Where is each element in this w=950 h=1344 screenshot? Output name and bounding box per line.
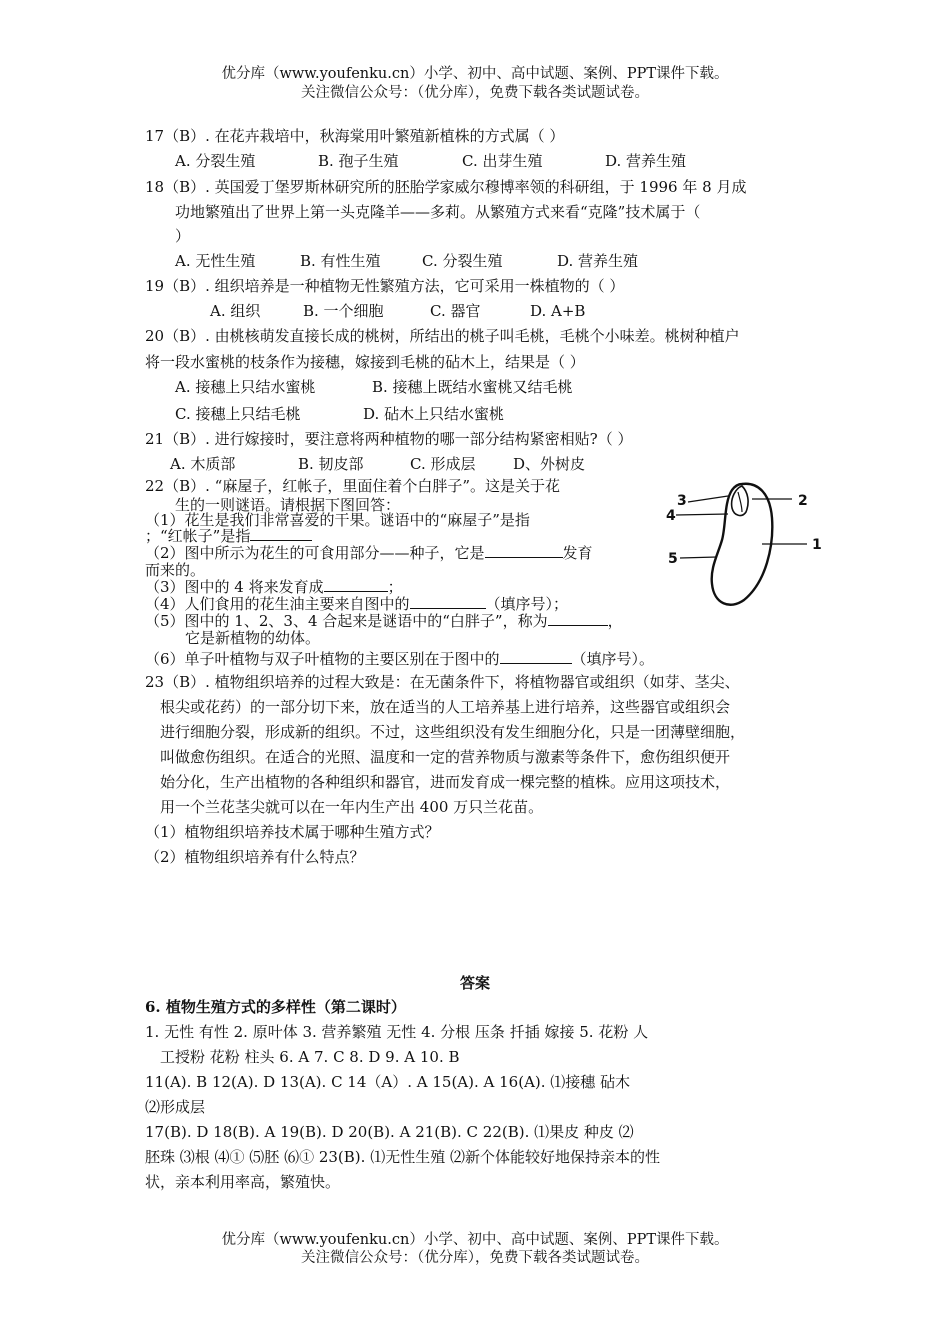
- q22-part-2a: [145, 543, 593, 563]
- q22-part-3-text: （3）图中的 4 将来发育成: [145, 578, 324, 596]
- footer-line-1: 优分库（www.youfenku.cn）小学、初中、高中试题、案例、PPT课件下载。: [221, 1232, 729, 1248]
- answer-blank[interactable]: [548, 611, 608, 626]
- q19-option-a: A. 组织: [210, 302, 261, 320]
- q23-line-2: 根尖或花药）的一部分切下来，放在适当的人工培养基上进行培养，这些器官或组织会: [160, 698, 731, 716]
- label-1: 1: [812, 537, 822, 553]
- label-4: 4: [666, 508, 676, 524]
- q22-part-5-text: （5）图中的 1、2、3、4 合起来是谜语中的“白胖子”，称为: [145, 612, 548, 630]
- q18-line-1: 18（B）. 英国爱丁堡罗斯林研究所的胚胎学家威尔穆博率领的科研组，于 1996 年 8 月成: [145, 178, 747, 196]
- label-5: 5: [668, 551, 678, 567]
- q19-option-d: D. A+B: [530, 302, 586, 320]
- q22-part-2a-end: 发育: [562, 544, 593, 562]
- q19-option-c: C. 器官: [430, 302, 481, 320]
- answers-line-2: 工授粉 花粉 柱头 6. A 7. C 8. D 9. A 10. B: [160, 1048, 460, 1066]
- q18-option-c: C. 分裂生殖: [422, 252, 503, 270]
- q22-part-6-end: （填序号）。: [571, 650, 655, 668]
- answers-section-title: 6. 植物生殖方式的多样性（第二课时）: [145, 998, 406, 1016]
- answer-blank[interactable]: [500, 649, 572, 664]
- q20-option-d: D. 砧木上只结水蜜桃: [363, 405, 505, 423]
- q20-option-c: C. 接穗上只结毛桃: [175, 405, 301, 423]
- q23-line-5: 始分化，生产出植物的各种组织和器官，进而发育成一棵完整的植株。应用这项技术，: [160, 773, 731, 791]
- q17-option-a: A. 分裂生殖: [175, 152, 256, 170]
- q18-option-b: B. 有性生殖: [300, 252, 381, 270]
- q17-option-b: B. 孢子生殖: [318, 152, 399, 170]
- q20-line-2: 将一段水蜜桃的枝条作为接穗，嫁接到毛桃的砧木上，结果是（ ）: [145, 353, 585, 371]
- q23-sub-2: （2）植物组织培养有什么特点？: [145, 848, 365, 866]
- q21-option-b: B. 韧皮部: [298, 455, 364, 473]
- plumule-line: [738, 492, 742, 512]
- label-2: 2: [798, 493, 808, 509]
- q23-line-3: 进行细胞分裂，形成新的组织。不过，这些组织没有发生细胞分化，只是一团薄壁细胞，: [160, 723, 746, 741]
- answers-line-5: 17(B). D 18(B). A 19(B). D 20(B). A 21(B). C 22(B). ⑴果皮 种皮 ⑵: [145, 1123, 634, 1141]
- q22-part-6: [145, 649, 654, 669]
- q18-option-d: D. 营养生殖: [557, 252, 639, 270]
- q20-line-1: 20（B）. 由桃核萌发直接长成的桃树，所结出的桃子叫毛桃，毛桃个小味差。桃树种植户: [145, 327, 740, 345]
- q22-part-3-end: ；: [387, 578, 403, 596]
- q22-part-4-text: （4）人们食用的花生油主要来自图中的: [145, 595, 410, 613]
- q23-line-4: 叫做愈伤组织。在适合的光照、温度和一定的营养物质与激素等条件下，愈伤组织便开: [160, 748, 731, 766]
- answers-line-4: ⑵形成层: [145, 1098, 206, 1116]
- q19-option-b: B. 一个细胞: [303, 302, 384, 320]
- answer-blank[interactable]: [485, 543, 563, 558]
- q18-line-3: ）: [175, 227, 191, 245]
- q19-stem: 19（B）. 组织培养是一种植物无性繁殖方法，它可采用一株植物的（ ）: [145, 277, 625, 295]
- footer-line-2: 关注微信公众号：（优分库），免费下载各类试题试卷。: [301, 1250, 649, 1266]
- q22-part-2b: 而来的。: [145, 561, 206, 579]
- header-line-2: 关注微信公众号：（优分库），免费下载各类试题试卷。: [301, 85, 649, 101]
- q22-line-2: 生的一则谜语。请根据下图回答：: [175, 496, 401, 514]
- q17-option-c: C. 出芽生殖: [462, 152, 543, 170]
- q21-option-a: A. 木质部: [170, 455, 236, 473]
- label-3: 3: [677, 493, 687, 509]
- q23-line-6: 用一个兰花茎尖就可以在一年内生产出 400 万只兰花苗。: [160, 798, 544, 816]
- q22-part-1a: （1）花生是我们非常喜爱的干果。谜语中的“麻屋子”是指: [145, 511, 530, 529]
- q22-part-5-end: ，: [607, 612, 623, 630]
- q22-part-2a-text: （2）图中所示为花生的可食用部分——种子，它是: [145, 544, 485, 562]
- q22-part-1b-text: ；“红帐子”是指: [145, 527, 251, 545]
- q23-sub-1: （1）植物组织培养技术属于哪种生殖方式？: [145, 823, 440, 841]
- q22-part-4-end: （填序号）；: [485, 595, 569, 613]
- q23-line-1: 23（B）. 植物组织培养的过程大致是：在无菌条件下，将植物器官或组织（如芽、茎尖、: [145, 673, 740, 691]
- q20-option-a: A. 接穗上只结水蜜桃: [175, 378, 316, 396]
- q22-part-5b: 它是新植物的幼体。: [185, 629, 321, 647]
- answer-blank[interactable]: [410, 594, 486, 609]
- answers-heading: 答案: [459, 974, 490, 992]
- answers-line-6: 胚珠 ⑶根 ⑷① ⑸胚 ⑹① 23(B). ⑴无性生殖 ⑵新个体能较好地保持亲本的性: [145, 1148, 660, 1166]
- q22-part-6-text: （6）单子叶植物与双子叶植物的主要区别在于图中的: [145, 650, 500, 668]
- q21-stem: 21（B）. 进行嫁接时，要注意将两种植物的哪一部分结构紧密相贴?（ ）: [145, 430, 633, 448]
- leader-3: [688, 496, 728, 502]
- answers-line-3: 11(A). B 12(A). D 13(A). C 14（A）. A 15(A). A 16(A). ⑴接穗 砧木: [145, 1073, 631, 1091]
- q21-option-c: C. 形成层: [410, 455, 476, 473]
- q17-stem: 17（B）. 在花卉栽培中，秋海棠用叶繁殖新植株的方式属（ ）: [145, 127, 565, 145]
- q21-option-d: D、外树皮: [513, 455, 586, 473]
- q22-line-1: 22（B）. “麻屋子，红帐子，里面住着个白胖子”。这是关于花: [145, 477, 560, 495]
- header-line-1: 优分库（www.youfenku.cn）小学、初中、高中试题、案例、PPT课件下载。: [221, 66, 729, 82]
- peanut-seed-diagram: [662, 478, 832, 610]
- answer-blank[interactable]: [250, 526, 312, 541]
- q20-option-b: B. 接穗上既结水蜜桃又结毛桃: [372, 378, 573, 396]
- leader-4: [676, 514, 728, 515]
- answer-blank[interactable]: [324, 577, 388, 592]
- q18-option-a: A. 无性生殖: [175, 252, 256, 270]
- q18-line-2: 功地繁殖出了世界上第一头克隆羊——多莉。从繁殖方式来看“克隆”技术属于（: [175, 203, 701, 221]
- answers-line-7: 状，亲本利用率高，繁殖快。: [145, 1173, 341, 1191]
- answers-line-1: 1. 无性 有性 2. 原叶体 3. 营养繁殖 无性 4. 分根 压条 扦插 嫁接 5. 花粉 人: [145, 1023, 649, 1041]
- leader-5: [680, 557, 717, 558]
- q17-option-d: D. 营养生殖: [605, 152, 687, 170]
